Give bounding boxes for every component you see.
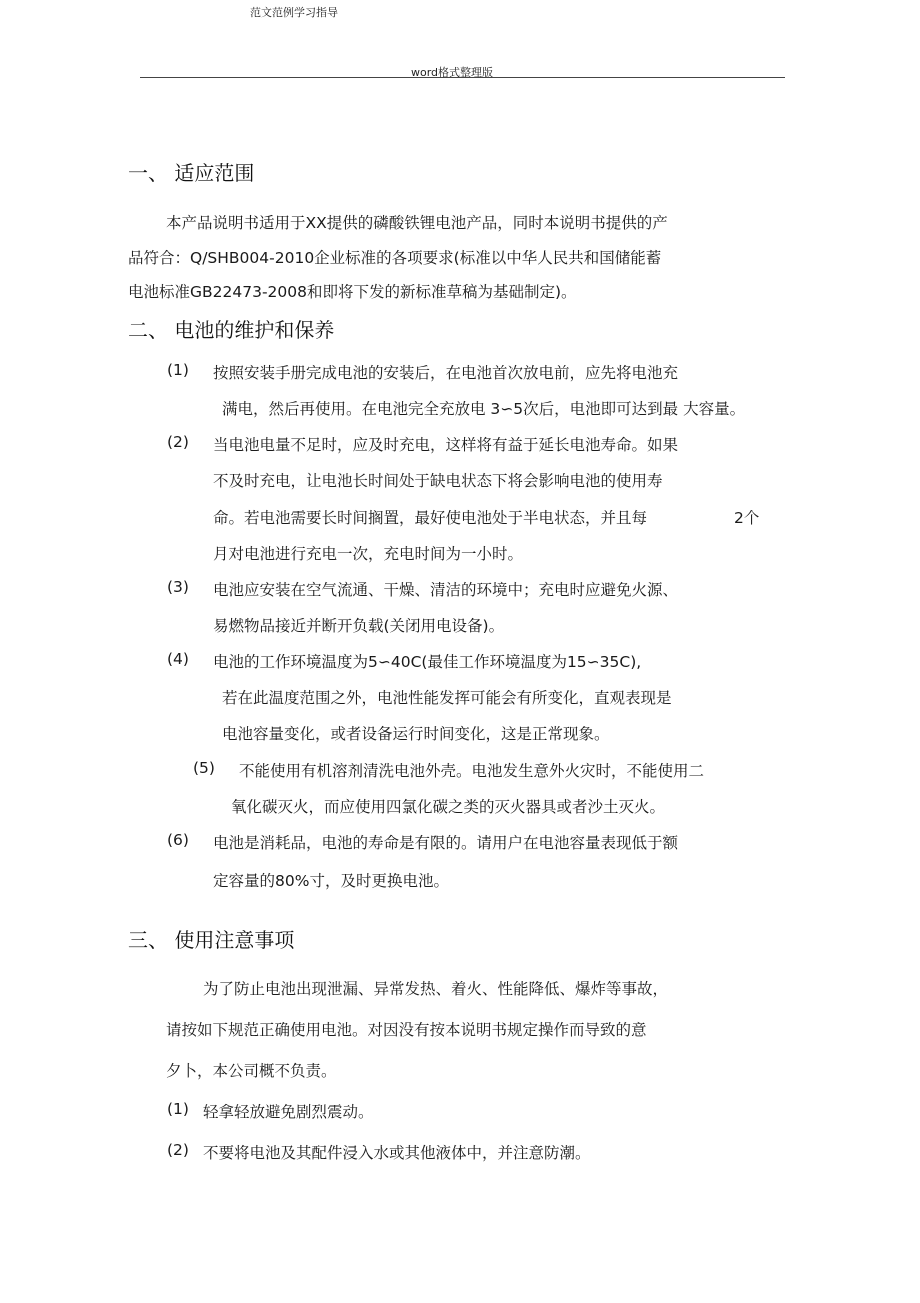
list-item-line: 2个 [734, 509, 760, 527]
precautions-paragraph-line: 为了防止电池出现泄漏、异常发热、着火、性能降低、爆炸等事故， [203, 980, 669, 998]
list-item-line: 电池容量变化，或者设备运行时间变化，这是正常现象。 [222, 725, 610, 743]
section-title-precautions: 三、 使用注意事项 [128, 928, 295, 952]
list-item-number: (1) [167, 361, 189, 379]
list-item-number: (1) [167, 1100, 189, 1118]
list-item-line: 命。若电池需要长时间搁置，最好使电池处于半电状态，并且每 [213, 509, 648, 527]
list-item-line: 不要将电池及其配件浸入水或其他液体中，并注意防潮。 [203, 1144, 591, 1162]
list-item-line: 电池是消耗品，电池的寿命是有限的。请用户在电池容量表现低于额 [213, 834, 679, 852]
list-item-line: 若在此温度范围之外，电池性能发挥可能会有所变化，直观表现是 [222, 689, 672, 707]
scope-paragraph-line: 品符合：Q/SHB004-2010企业标准的各项要求(标准以中华人民共和国储能蓄 [128, 249, 662, 267]
precautions-paragraph-line: 夕卜，本公司概不负责。 [166, 1062, 337, 1080]
list-item-line: 不能使用有机溶剂清洗电池外壳。电池发生意外火灾时，不能使用二 [239, 762, 705, 780]
header-top-text: 范文范例学习指导 [250, 6, 338, 19]
section-title-maintenance: 二、 电池的维护和保养 [128, 318, 335, 342]
list-item-line: 月对电池进行充电一次，充电时间为一小时。 [213, 545, 524, 563]
header-center-text: word格式整理版 [411, 66, 494, 79]
list-item-line: 易燃物品接近并断开负载(关闭用电设备)。 [213, 617, 505, 635]
section-title-scope: 一、 适应范围 [128, 161, 255, 185]
list-item-line: 电池的工作环境温度为5∽40C(最佳工作环境温度为15∽35C), [213, 653, 642, 671]
list-item-number: (6) [167, 831, 189, 849]
list-item-number: (5) [193, 759, 215, 777]
list-item-line: 当电池电量不足时，应及时充电，这样将有益于延长电池寿命。如果 [213, 436, 679, 454]
list-item-number: (2) [167, 433, 189, 451]
list-item-line: 按照安装手册完成电池的安装后，在电池首次放电前，应先将电池充 [213, 364, 679, 382]
list-item-line: 不及时充电，让电池长时间处于缺电状态下将会影响电池的使用寿 [213, 472, 663, 490]
list-item-line: 轻拿轻放避免剧烈震动。 [203, 1103, 374, 1121]
list-item-line: 满电，然后再使用。在电池完全充放电 3∽5次后，电池即可达到最 大容量。 [222, 400, 746, 418]
list-item-number: (4) [167, 650, 189, 668]
list-item-line: 电池应安装在空气流通、干燥、清洁的环境中；充电时应避免火源、 [213, 581, 679, 599]
scope-paragraph-line: 电池标准GB22473-2008和即将下发的新标准草稿为基础制定)。 [128, 283, 577, 301]
list-item-number: (3) [167, 578, 189, 596]
list-item-number: (2) [167, 1141, 189, 1159]
header-divider [140, 77, 785, 78]
list-item-line: 氧化碳灭火，而应使用四氯化碳之类的灭火器具或者沙土灭火。 [231, 798, 666, 816]
list-item-line: 定容量的80%寸，及时更换电池。 [213, 872, 449, 890]
precautions-paragraph-line: 请按如下规范正确使用电池。对因没有按本说明书规定操作而导致的意 [166, 1021, 647, 1039]
scope-paragraph-line: 本产品说明书适用于XX提供的磷酸铁锂电池产品，同时本说明书提供的产 [166, 214, 668, 232]
